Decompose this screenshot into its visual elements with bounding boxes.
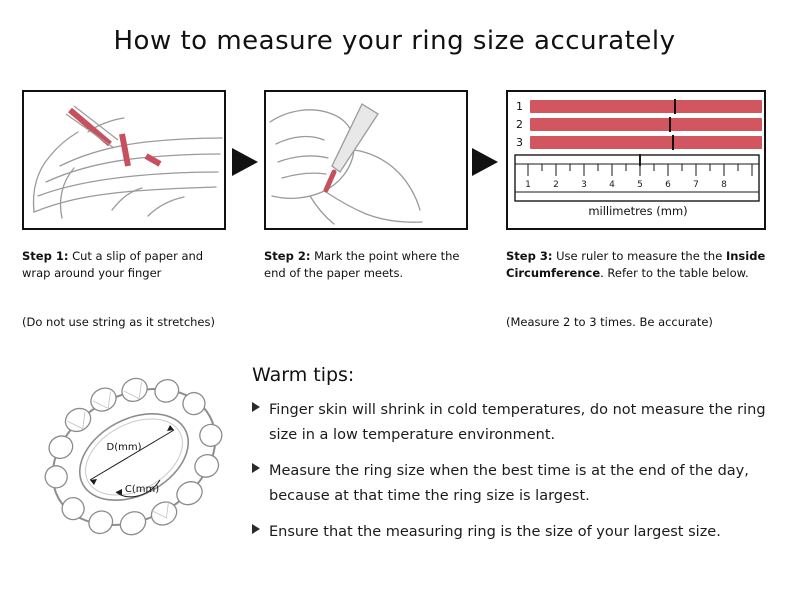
- strip-bar: [530, 118, 762, 131]
- tip-text: Finger skin will shrink in cold temperatures, do not measure the ring size in a low temperature environment.: [269, 402, 766, 443]
- strip-number: 3: [516, 136, 523, 149]
- arrow-step1-to-step2-icon: [232, 148, 258, 176]
- warm-tips-list: [252, 398, 772, 556]
- ruler-unit-label: millimetres (mm): [588, 204, 688, 218]
- strip-number: 2: [516, 118, 523, 131]
- ring-diagram: [24, 352, 244, 567]
- step-3-text-part2: . Refer to the table below.: [600, 266, 749, 280]
- list-item: [252, 398, 772, 448]
- list-item: [252, 459, 772, 509]
- page-title: How to measure your ring size accurately: [113, 26, 676, 56]
- eternity-ring-icon: [24, 352, 244, 567]
- svg-text:1: 1: [525, 180, 531, 190]
- step-1-text: Cut a slip of paper and wrap around your finger: [22, 249, 204, 280]
- ring-diameter-label: D(mm): [106, 442, 142, 453]
- svg-text:3: 3: [581, 180, 587, 190]
- svg-text:6: 6: [665, 180, 671, 190]
- tip-text: Measure the ring size when the best time is at the end of the day, because at that time the ring size is largest.: [269, 463, 749, 504]
- step-2-illustration: [264, 90, 468, 230]
- svg-text:5: 5: [637, 180, 643, 190]
- paper-strip-rows: [516, 100, 762, 154]
- step-3-label: Step 3:: [506, 249, 553, 263]
- paper-strip-row: [516, 136, 762, 149]
- step-3-note: (Measure 2 to 3 times. Be accurate): [506, 315, 713, 329]
- strip-mark: [674, 99, 676, 114]
- arrow-step2-to-step3-icon: [472, 148, 498, 176]
- ring-circumference-label: C(mm): [124, 484, 160, 495]
- hand-marking-paper-icon: [266, 92, 466, 228]
- step-3-illustration: [506, 90, 766, 230]
- step-2-caption: [264, 248, 476, 282]
- step-1-caption: [22, 248, 234, 282]
- step-1-illustration: [22, 90, 226, 230]
- step-2-text: Mark the point where the end of the paper meets.: [264, 249, 460, 280]
- svg-text:8: 8: [721, 180, 727, 190]
- step-1-label: Step 1:: [22, 249, 69, 263]
- strip-number: 1: [516, 100, 523, 113]
- step-3-text-part1: Use ruler to measure the the: [556, 249, 726, 263]
- strip-bar: [530, 136, 762, 149]
- hand-with-paper-strip-icon: [24, 92, 224, 228]
- step-3-caption: [506, 248, 768, 282]
- triangle-bullet-icon: [252, 402, 260, 412]
- strip-mark: [669, 117, 671, 132]
- svg-text:2: 2: [553, 180, 559, 190]
- triangle-bullet-icon: [252, 524, 260, 534]
- list-item: [252, 520, 772, 545]
- strip-mark: [672, 135, 674, 150]
- step-1-note: (Do not use string as it stretches): [22, 315, 215, 329]
- svg-text:7: 7: [693, 180, 699, 190]
- step-2-label: Step 2:: [264, 249, 311, 263]
- paper-strip-row: [516, 118, 762, 131]
- svg-text:4: 4: [609, 180, 615, 190]
- paper-strip-row: [516, 100, 762, 113]
- tip-text: Ensure that the measuring ring is the size of your largest size.: [269, 524, 721, 540]
- strip-bar: [530, 100, 762, 113]
- triangle-bullet-icon: [252, 463, 260, 473]
- warm-tips-heading: Warm tips:: [252, 364, 355, 386]
- ruler-icon: [514, 154, 760, 202]
- step-3-text-emphasis: Inside Circumference: [506, 249, 766, 280]
